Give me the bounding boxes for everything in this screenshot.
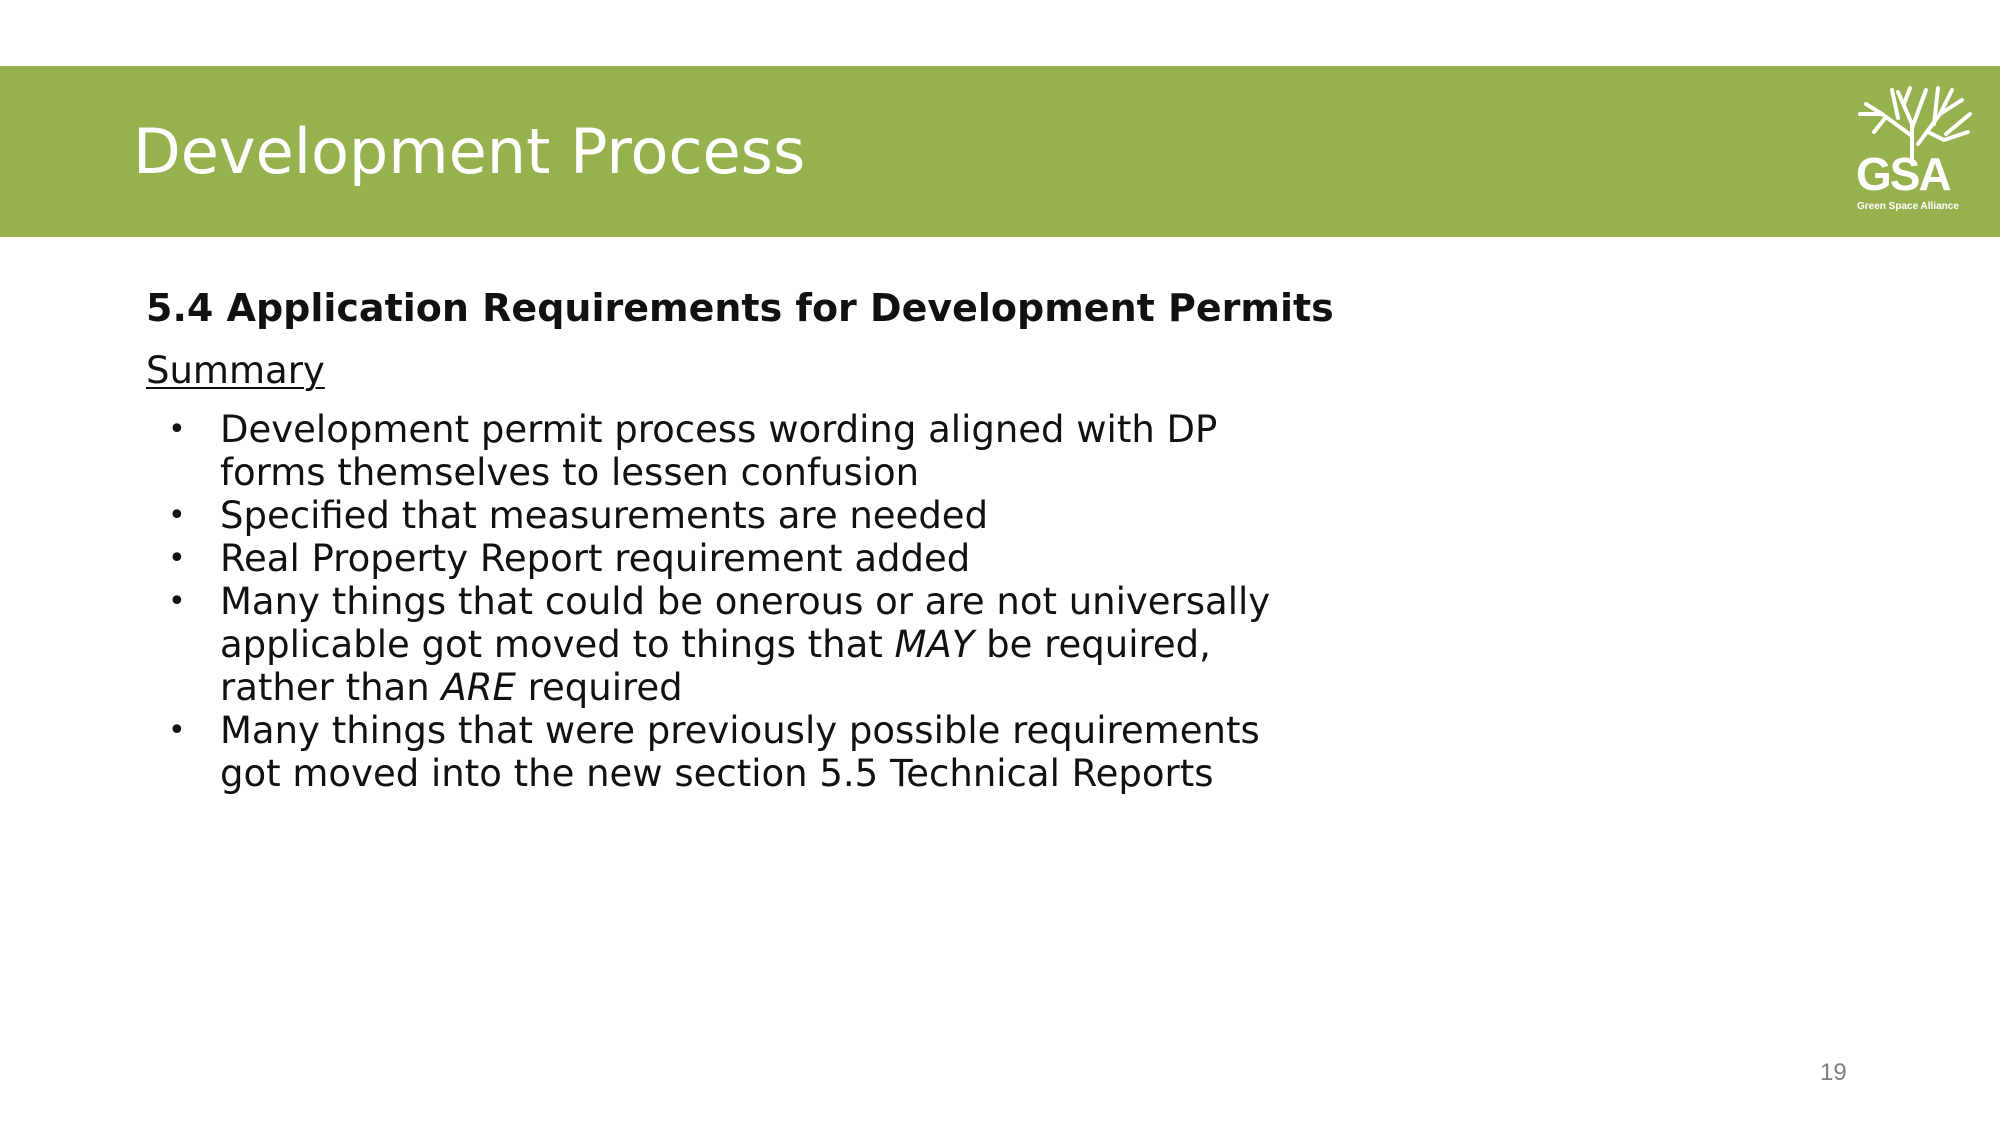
section-heading: 5.4 Application Requirements for Development Permits — [146, 286, 1334, 330]
bullet-dot: • — [168, 713, 186, 748]
bullet-text: Many things that were previously possible requirements — [220, 709, 1260, 752]
bullet-item — [146, 709, 1320, 795]
bullet-text: Many things that could be onerous or are not universally — [220, 580, 1271, 623]
bullet-text: Specified that measurements are needed — [220, 494, 989, 537]
slide-content — [146, 280, 1346, 795]
bullet-text: got moved into the new section 5.5 Technical Reports — [220, 752, 1214, 795]
bullet-text: Real Property Report requirement added — [220, 537, 971, 580]
bullet-text: rather than — [220, 666, 442, 709]
bullet-line — [220, 623, 1320, 666]
bullet-text: forms themselves to lessen confusion — [220, 451, 920, 494]
bullet-list — [146, 408, 1346, 795]
logo-tagline: Green Space Alliance — [1857, 201, 1959, 212]
bullet-text: be required, — [974, 623, 1211, 666]
bullet-line — [220, 666, 1320, 709]
bullet-text: required — [515, 666, 683, 709]
slide-title: Development Process — [133, 115, 806, 188]
page-number: 19 — [1820, 1059, 1847, 1086]
bullet-line — [220, 408, 1320, 451]
bullet-text: Development permit process wording aligned with DP — [220, 408, 1218, 451]
bullet-emphasis: ARE — [441, 666, 516, 709]
gsa-logo — [1852, 84, 1974, 220]
bullet-line — [220, 752, 1320, 795]
bullet-line — [220, 537, 1320, 580]
bullet-dot: • — [168, 498, 186, 533]
bullet-line — [220, 451, 1320, 494]
bullet-item — [146, 537, 1320, 580]
bullet-dot: • — [168, 412, 186, 447]
bullet-dot: • — [168, 584, 186, 619]
bullet-item — [146, 408, 1320, 494]
bullet-line — [220, 494, 1320, 537]
bullet-emphasis: MAY — [894, 623, 975, 666]
logo-letters: GSA — [1856, 148, 1950, 200]
bullet-line — [220, 580, 1320, 623]
summary-label: Summary — [146, 349, 325, 392]
bullet-item — [146, 494, 1320, 537]
bullet-item — [146, 580, 1320, 709]
bullet-line — [220, 709, 1320, 752]
bullet-dot: • — [168, 541, 186, 576]
bullet-text: applicable got moved to things that — [220, 623, 895, 666]
